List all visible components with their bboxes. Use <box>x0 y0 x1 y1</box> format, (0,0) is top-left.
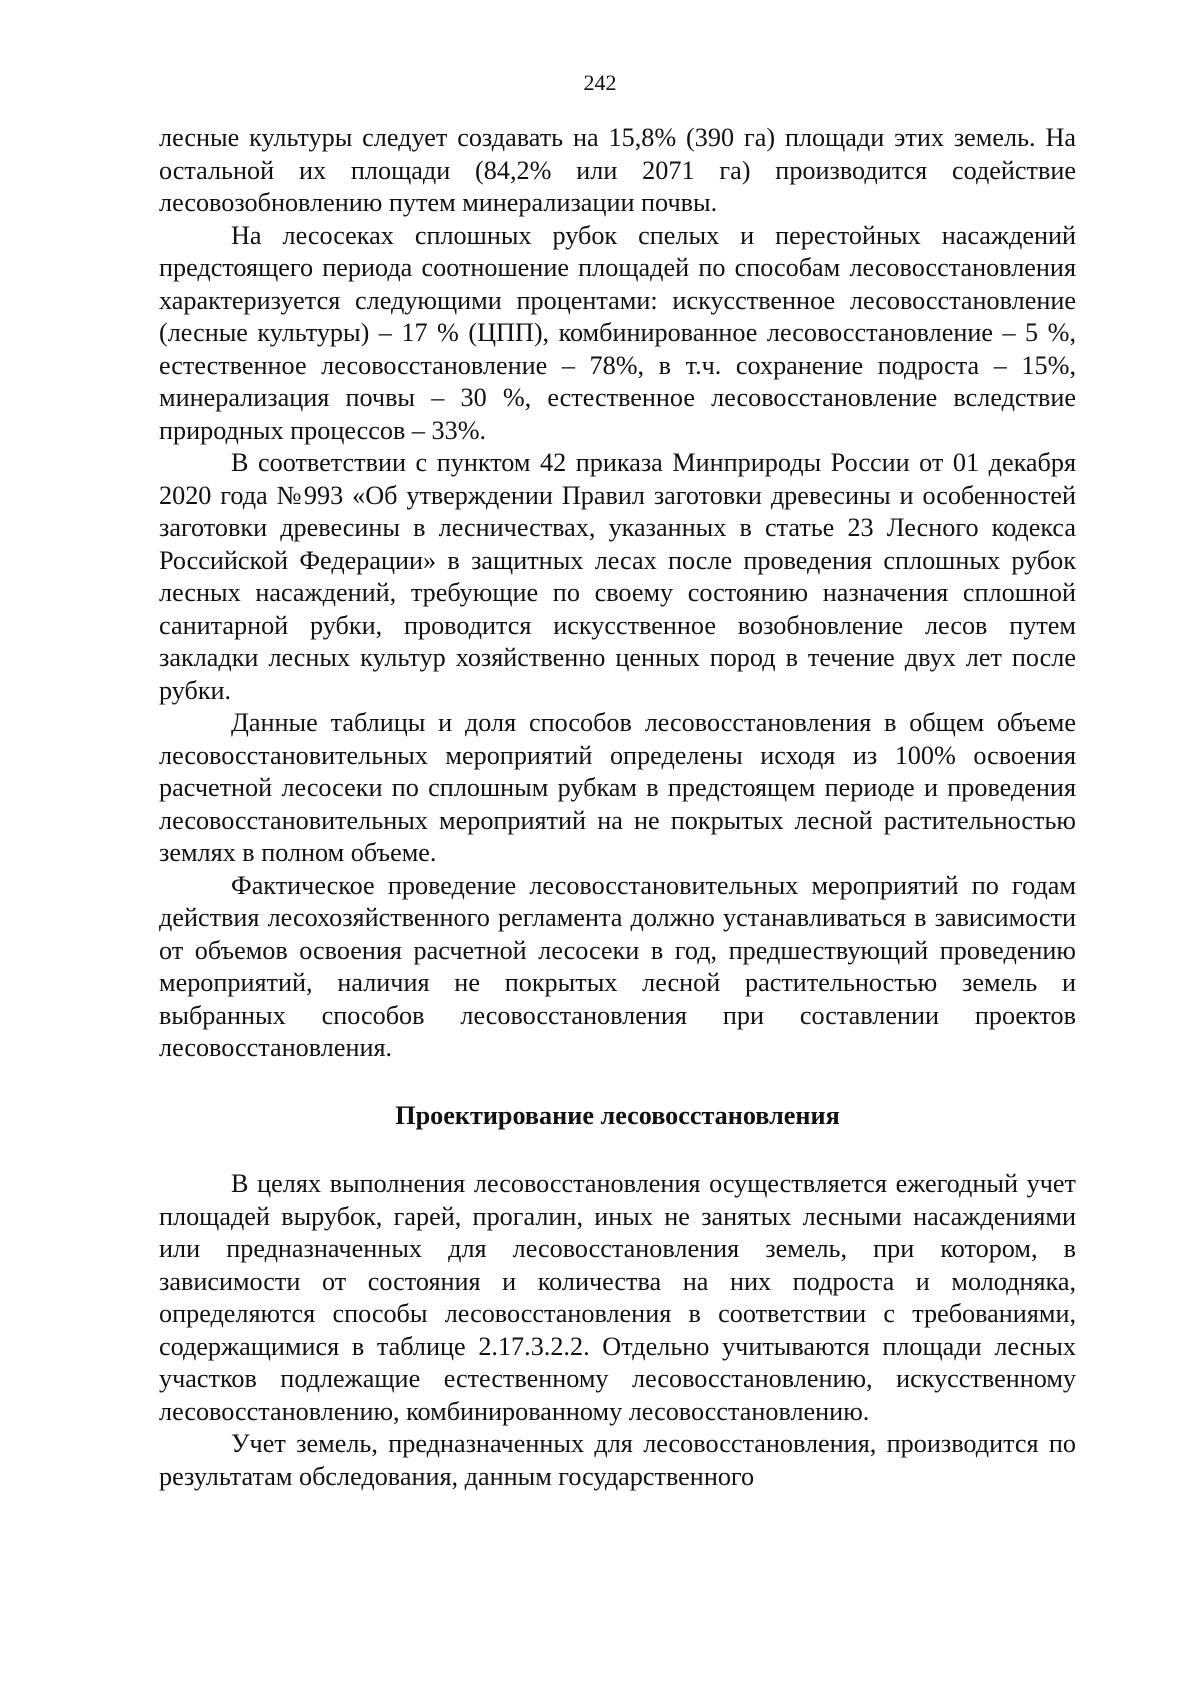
paragraph: Учет земель, предназначенных для лесовосстановления, производится по результатам обследования, данным государственного <box>159 1429 1076 1491</box>
paragraph-continuation: лесные культуры следует создавать на 15,8% (390 га) площади этих земель. На остальной их площади (84,2% или 2071 га) производится содействие лесовозобновлению путем минерализации почвы. <box>159 123 1076 217</box>
page-body <box>159 122 1076 1493</box>
paragraph: Фактическое проведение лесовосстановительных мероприятий по годам действия лесохозяйственного регламента должно устанавливаться в зависимости от объемов освоения расчетной лесосеки в год, предшествующий проведению мероприятий, наличия не покрытых лесной растительностью земель и выбранных способов лесовосстановления при составлении проектов лесовосстановления. <box>159 870 1076 1062</box>
paragraph: Данные таблицы и доля способов лесовосстановления в общем объеме лесовосстановительных мероприятий определены исходя из 100% освоения расчетной лесосеки по сплошным рубкам в предстоящем периоде и проведения лесовосстановительных мероприятий на не покрытых лесной растительностью землях в полном объеме. <box>159 708 1076 867</box>
section-heading: Проектирование лесовосстановления <box>395 1100 840 1130</box>
paragraph: В соответствии с пунктом 42 приказа Минприроды России от 01 декабря 2020 года №993 «Об утверждении Правил заготовки древесины и особенностей заготовки древесины в лесничествах, указанных в статье 23 Лесного кодекса Российской Федерации» в защитных лесах после проведения сплошных рубок лесных насаждений, требующие по своему состоянию назначения сплошной санитарной рубки, проводится искусственное возобновление лесов путем закладки лесных культур хозяйственно ценных пород в течение двух лет после рубки. <box>159 448 1076 705</box>
paragraph: В целях выполнения лесовосстановления осуществляется ежегодный учет площадей вырубок, гарей, прогалин, иных не занятых лесными насаждениями или предназначенных для лесовосстановления земель, при котором, в зависимости от состояния и количества на них подроста и молодняка, определяются способы лесовосстановления в соответствии с требованиями, содержащимися в таблице 2.17.3.2.2. Отдельно учитываются площади лесных участков подлежащие естественному лесовосстановлению, искусственному лесовосстановлению, комбинированному лесовосстановлению. <box>159 1169 1076 1426</box>
page-number: 242 <box>583 70 617 95</box>
paragraph: На лесосеках сплошных рубок спелых и перестойных насаждений предстоящего периода соотношение площадей по способам лесовосстановления характеризуется следующими процентами: искусственное лесовосстановление (лесные культуры) – 17 % (ЦПП), комбинированное лесовосстановление – 5 %, естественное лесовосстановление – 78%, в т.ч. сохранение подроста – 15%, минерализация почвы – 30 %, естественное лесовосстановление вследствие природных процессов – 33%. <box>159 220 1076 445</box>
